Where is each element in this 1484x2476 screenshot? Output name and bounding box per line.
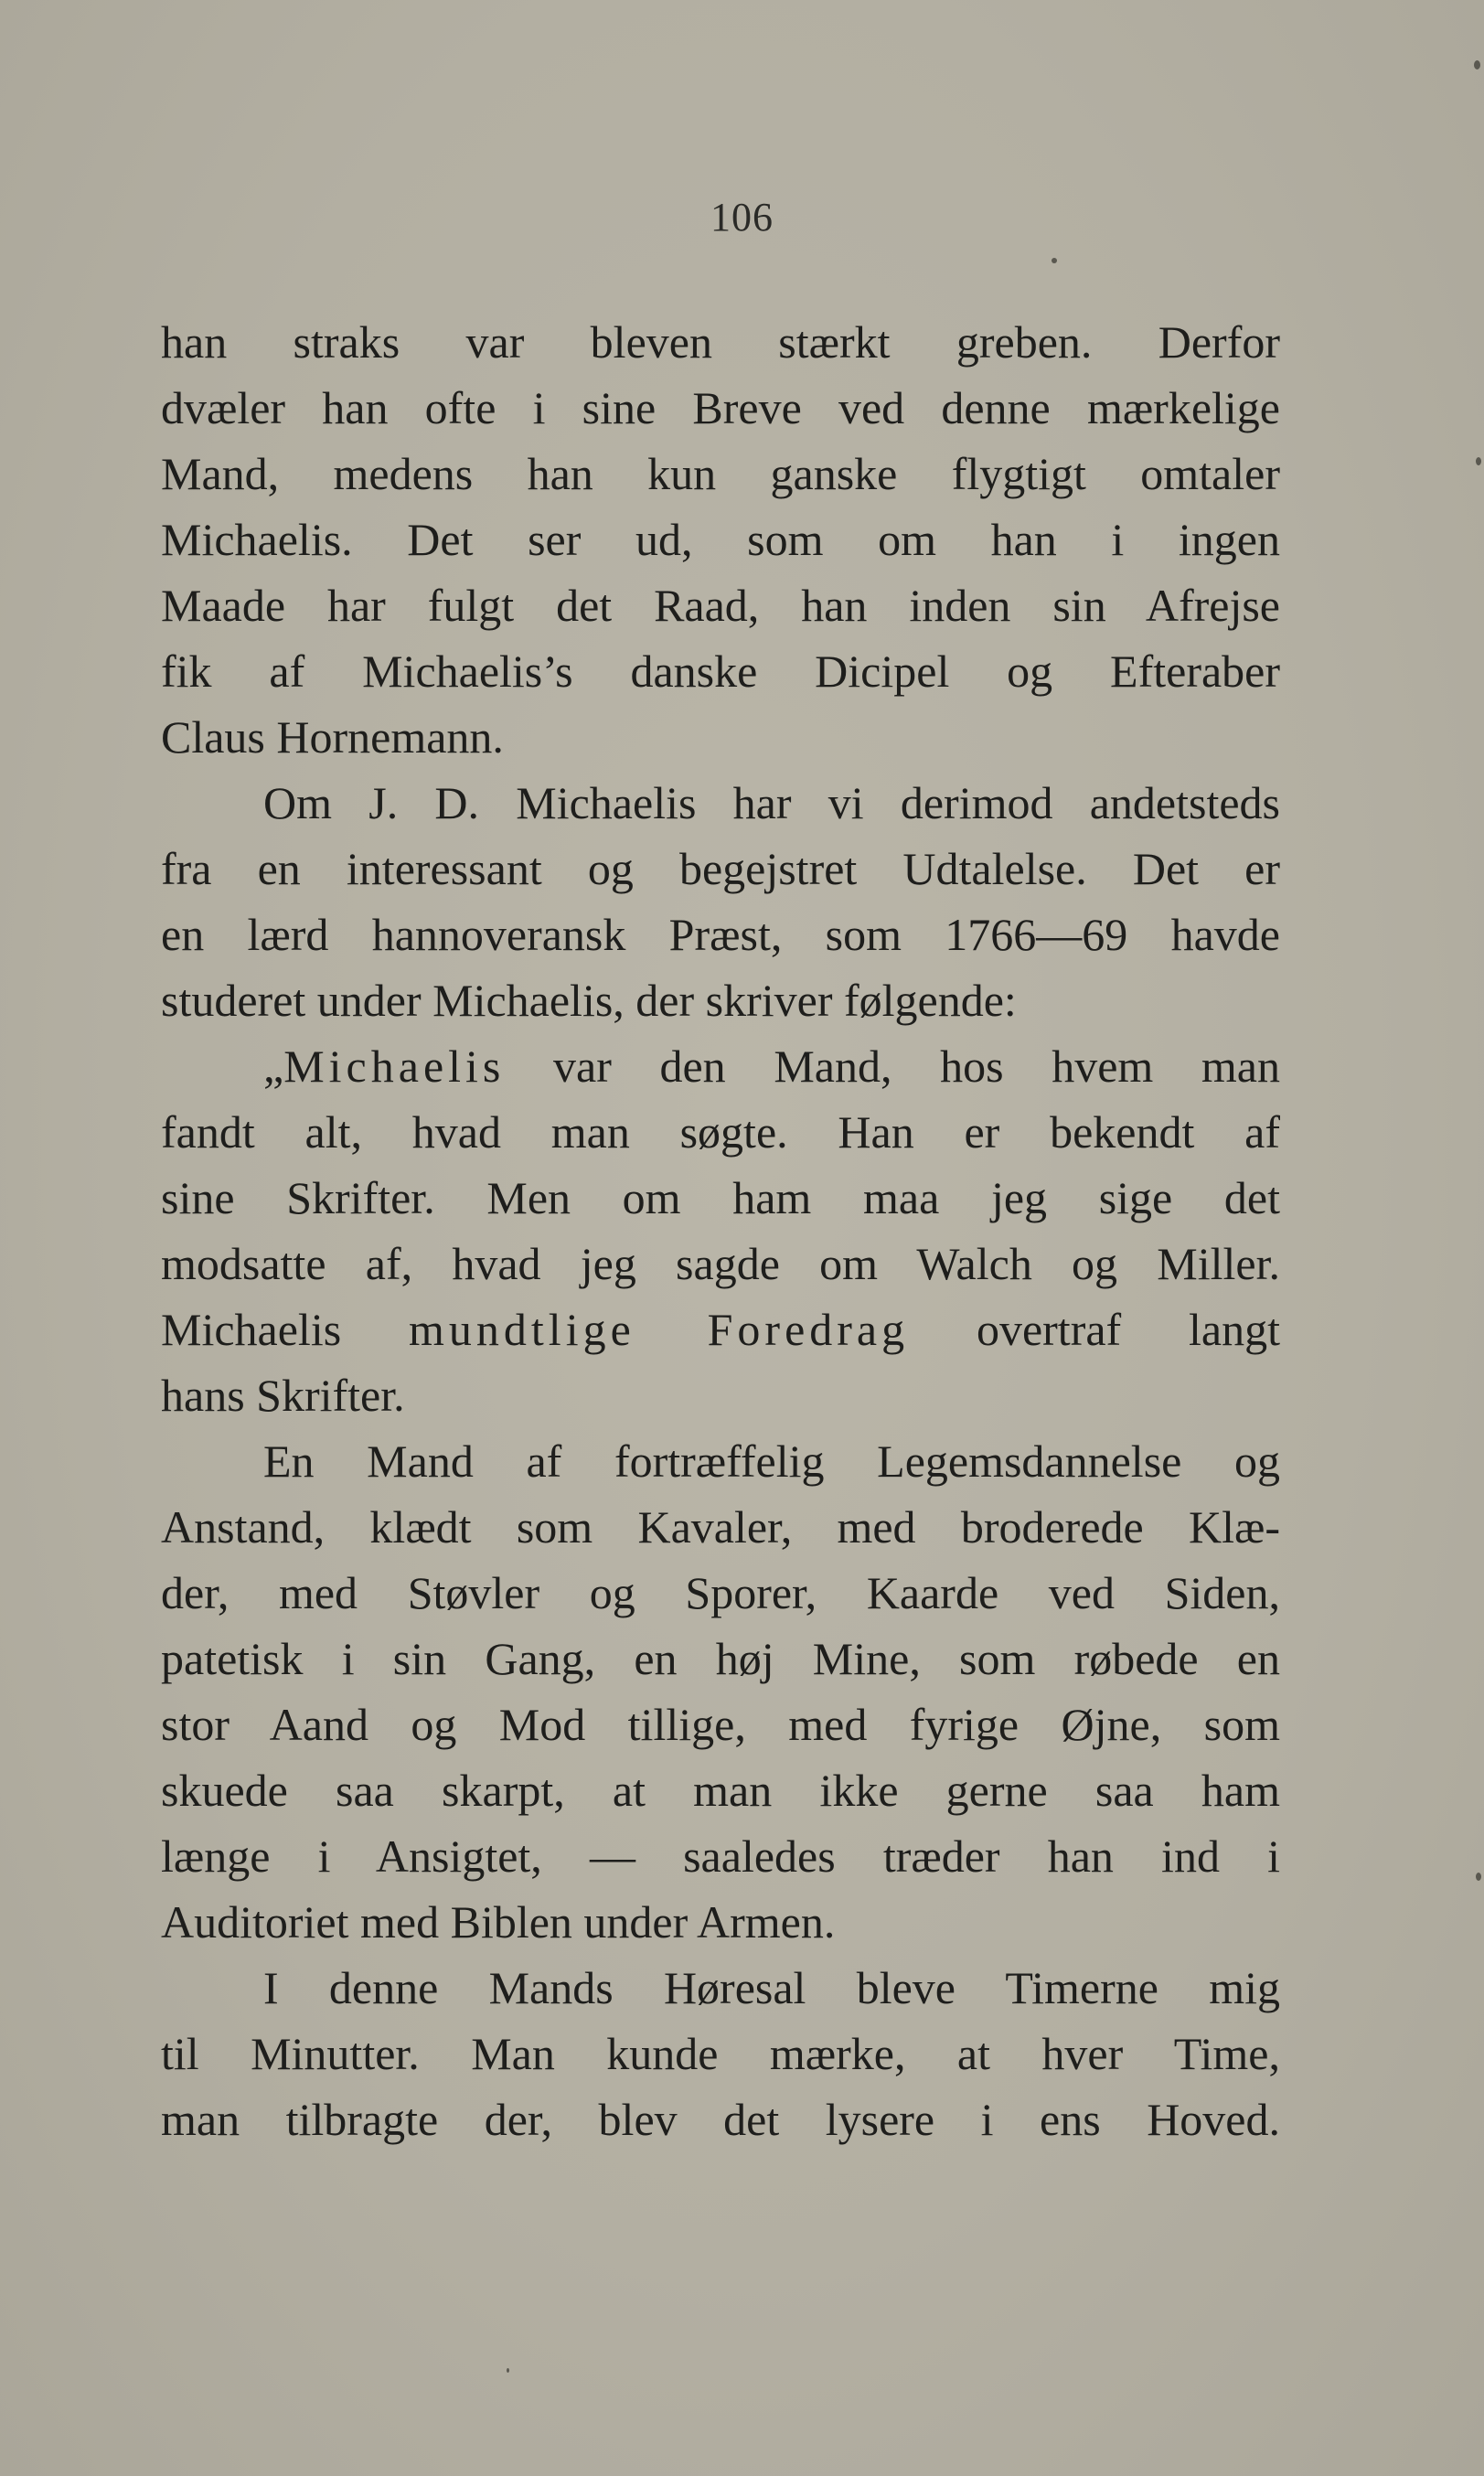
- text-line: studeret under Michaelis, der skriver følgende:: [161, 975, 1017, 1026]
- quote-start-line: [161, 1033, 1280, 1099]
- paragraph-start-line: I denne Mands Høresal bleve Timerne mig: [263, 1962, 1280, 2013]
- paper-speck: [507, 2368, 509, 2373]
- text-line: [161, 1297, 1280, 1362]
- text-line: der, med Støvler og Sporer, Kaarde ved Siden,: [161, 1567, 1280, 1618]
- text-line: Auditoriet med Biblen under Armen.: [161, 1896, 836, 1948]
- text-line: fik af Michaelis’s danske Dicipel og Efteraber: [161, 646, 1280, 697]
- paper-speck: [1476, 457, 1481, 465]
- text-line: modsatte af, hvad jeg sagde om Walch og Miller.: [161, 1238, 1280, 1289]
- quote-line-rest: var den Mand, hos hvem man: [505, 1041, 1280, 1092]
- paper-speck: [1476, 1873, 1481, 1881]
- text-line: stor Aand og Mod tillige, med fyrige Øjne, som: [161, 1699, 1280, 1750]
- text-line: sine Skrifter. Men om ham maa jeg sige det: [161, 1172, 1280, 1223]
- paper-speck: [1474, 60, 1480, 69]
- text-line: Anstand, klædt som Kavaler, med broderede Klæ-: [161, 1501, 1280, 1553]
- paper-speck: [1052, 258, 1057, 263]
- spaced-phrase: mundtlige Foredrag: [409, 1304, 910, 1355]
- paragraph-start-line: Om J. D. Michaelis har vi derimod andetsteds: [263, 777, 1280, 828]
- text-line: Claus Hornemann.: [161, 711, 504, 763]
- text-line: han straks var bleven stærkt greben. Derfor: [161, 316, 1280, 368]
- paragraph-start-line: En Mand af fortræffelig Legemsdannelse og: [263, 1435, 1280, 1487]
- spaced-name: Michaelis: [283, 1041, 506, 1092]
- text-line: patetisk i sin Gang, en høj Mine, som røbede en: [161, 1633, 1280, 1684]
- text-line: en lærd hannoveransk Præst, som 1766—69 havde: [161, 909, 1280, 960]
- text-line: fra en interessant og begejstret Udtalelse. Det er: [161, 843, 1280, 894]
- text-line: Mand, medens han kun ganske flygtigt omtaler: [161, 448, 1280, 499]
- opening-quote-mark: „: [263, 1041, 284, 1092]
- text-line: man tilbragte der, blev det lysere i ens Hoved.: [161, 2094, 1280, 2145]
- text-line: fandt alt, hvad man søgte. Han er bekendt af: [161, 1106, 1280, 1158]
- line-rest: overtraf langt: [976, 1304, 1280, 1355]
- line-name: Michaelis: [161, 1304, 342, 1355]
- page-number: 106: [710, 195, 774, 240]
- text-line: til Minutter. Man kunde mærke, at hver Time,: [161, 2028, 1280, 2079]
- text-line: skuede saa skarpt, at man ikke gerne saa ham: [161, 1765, 1280, 1816]
- text-line: længe i Ansigtet, — saaledes træder han ind i: [161, 1830, 1280, 1882]
- text-line: hans Skrifter.: [161, 1370, 405, 1421]
- body-text: [161, 309, 1280, 2152]
- text-line: Maade har fulgt det Raad, han inden sin Afrejse: [161, 580, 1280, 631]
- text-line: Michaelis. Det ser ud, som om han i ingen: [161, 514, 1280, 565]
- text-line: dvæler han ofte i sine Breve ved denne mærkelige: [161, 382, 1280, 433]
